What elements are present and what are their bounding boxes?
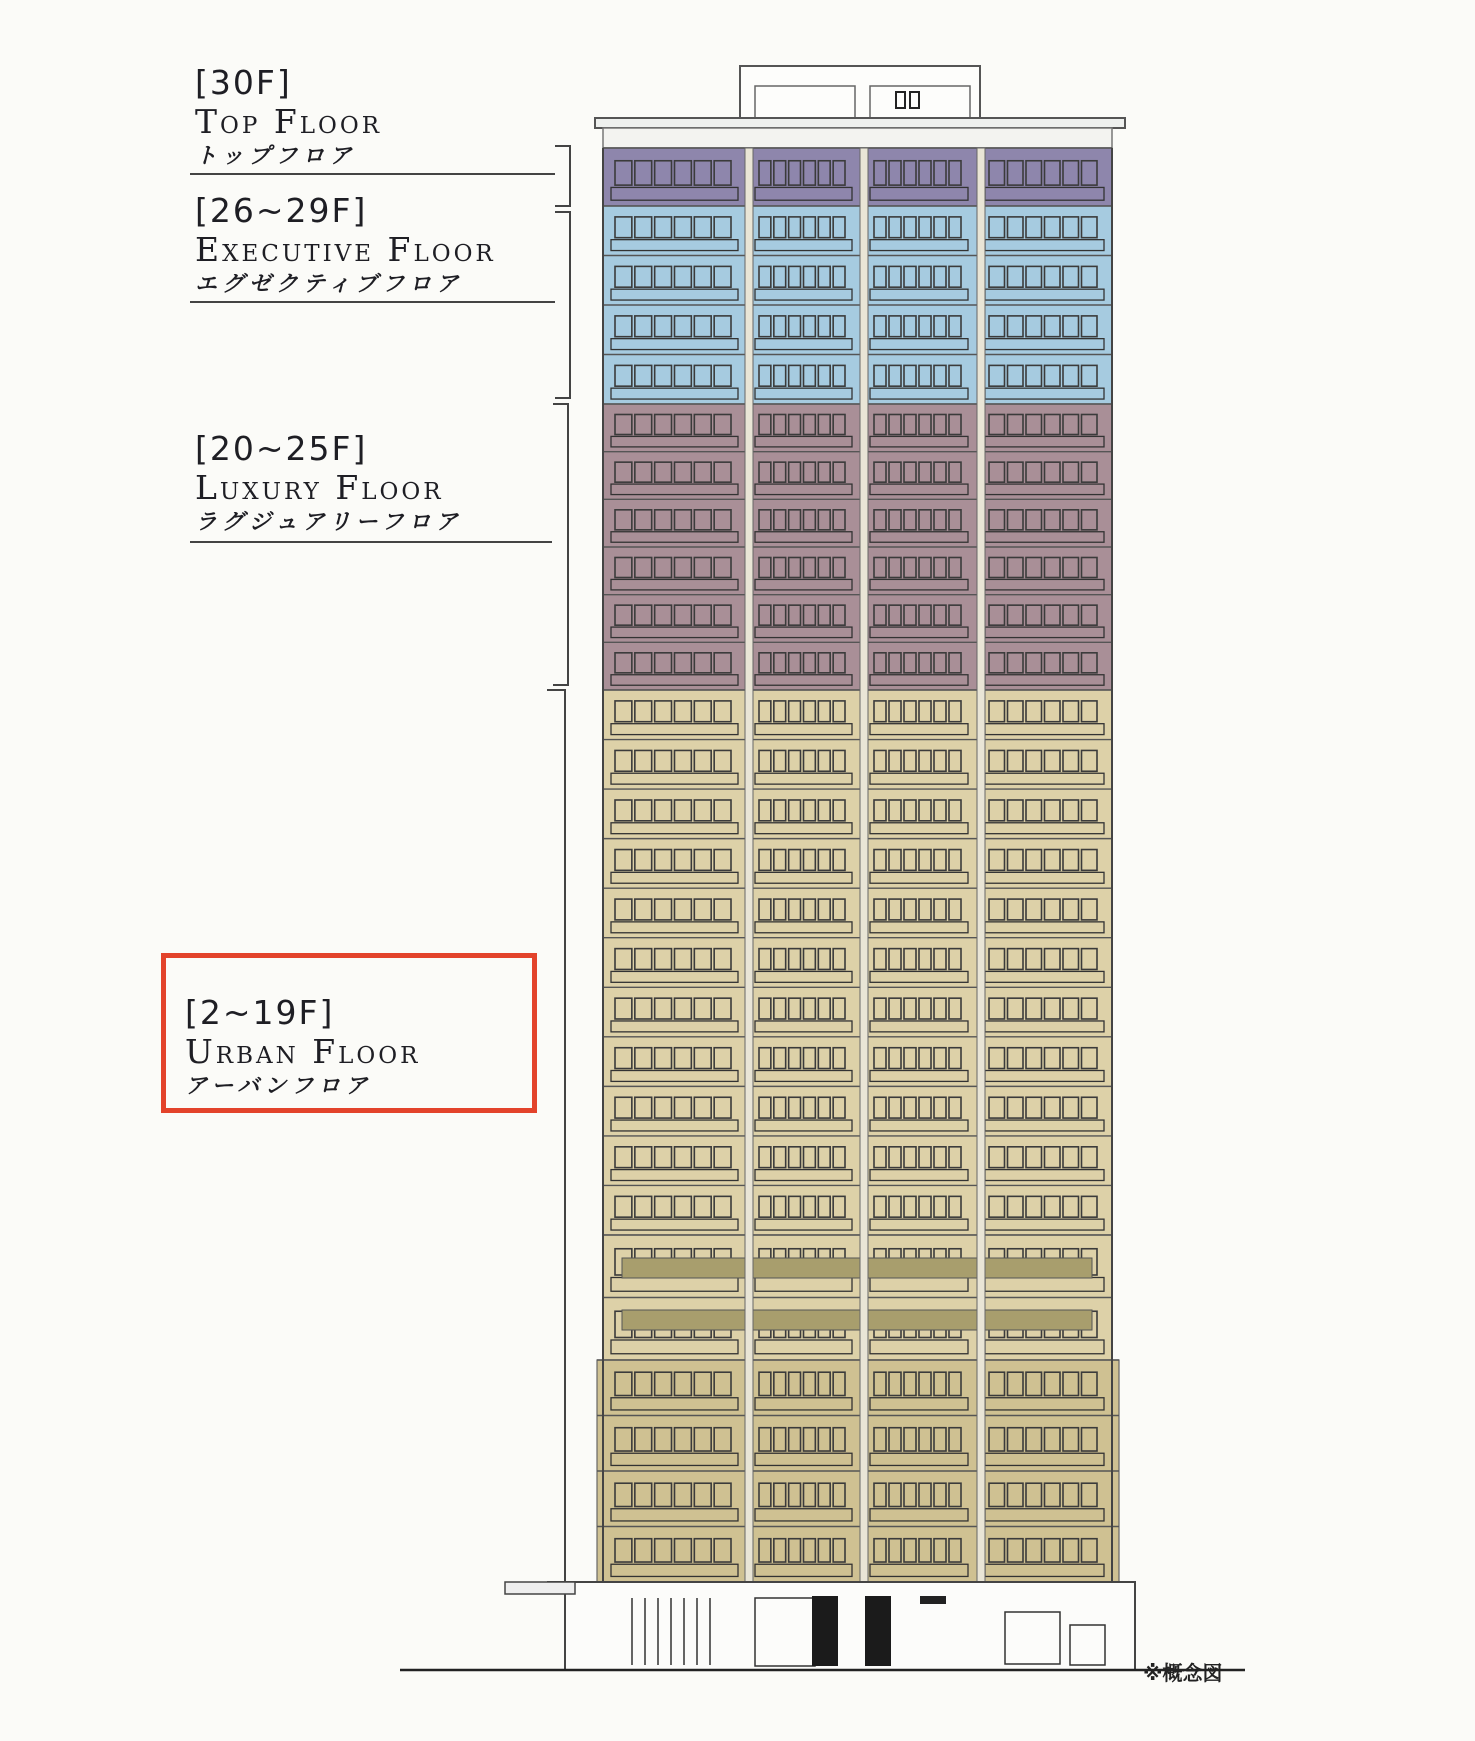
bracket-executive	[555, 212, 570, 398]
floor-range-label: [30F]	[195, 63, 292, 102]
pilaster-2	[860, 148, 868, 1582]
entrance-canopy	[505, 1582, 575, 1594]
roof-cornice	[595, 118, 1125, 128]
ground-sign	[920, 1596, 946, 1604]
entrance-door-dark-1	[812, 1596, 838, 1666]
floor-kana-label: エグゼクティブフロア	[195, 272, 464, 297]
rooftop-structure	[740, 66, 980, 122]
leader-lines	[190, 146, 570, 1582]
floor-range-label: [26~29F]	[195, 191, 368, 230]
floor-range-label: [20~25F]	[195, 429, 368, 468]
floor-name-label: Top Floor	[195, 102, 383, 141]
bracket-urban	[547, 690, 565, 1582]
bracket-top	[555, 146, 570, 206]
floor-name-label: Luxury Floor	[195, 468, 444, 507]
ground-floor	[565, 1582, 1135, 1670]
label-luxury-floor	[195, 430, 463, 538]
roof-parapet	[603, 128, 1112, 148]
floor-kana-label: ラグジュアリーフロア	[195, 510, 463, 535]
facade-band-2	[622, 1310, 1092, 1330]
entrance-door-dark-2	[865, 1596, 891, 1666]
pilaster-1	[745, 148, 753, 1582]
bracket-luxury	[553, 404, 568, 685]
top-floor-zone	[603, 148, 1112, 206]
urban-floor-highlight-box	[161, 953, 537, 1113]
floor-name-label: Executive Floor	[195, 230, 496, 269]
facade-band-1	[622, 1258, 1092, 1278]
label-top-floor	[195, 64, 382, 172]
floor-range-label: [2~19F]	[185, 993, 335, 1032]
conceptual-diagram-note: ※概念図	[1143, 1661, 1223, 1685]
tower-drawing	[400, 66, 1245, 1670]
floor-kana-label: アーバンフロア	[185, 1074, 373, 1099]
label-executive-floor	[195, 192, 496, 300]
pilaster-3	[977, 148, 985, 1582]
floor-kana-label: トップフロア	[195, 144, 357, 169]
floor-name-label: Urban Floor	[185, 1032, 421, 1071]
